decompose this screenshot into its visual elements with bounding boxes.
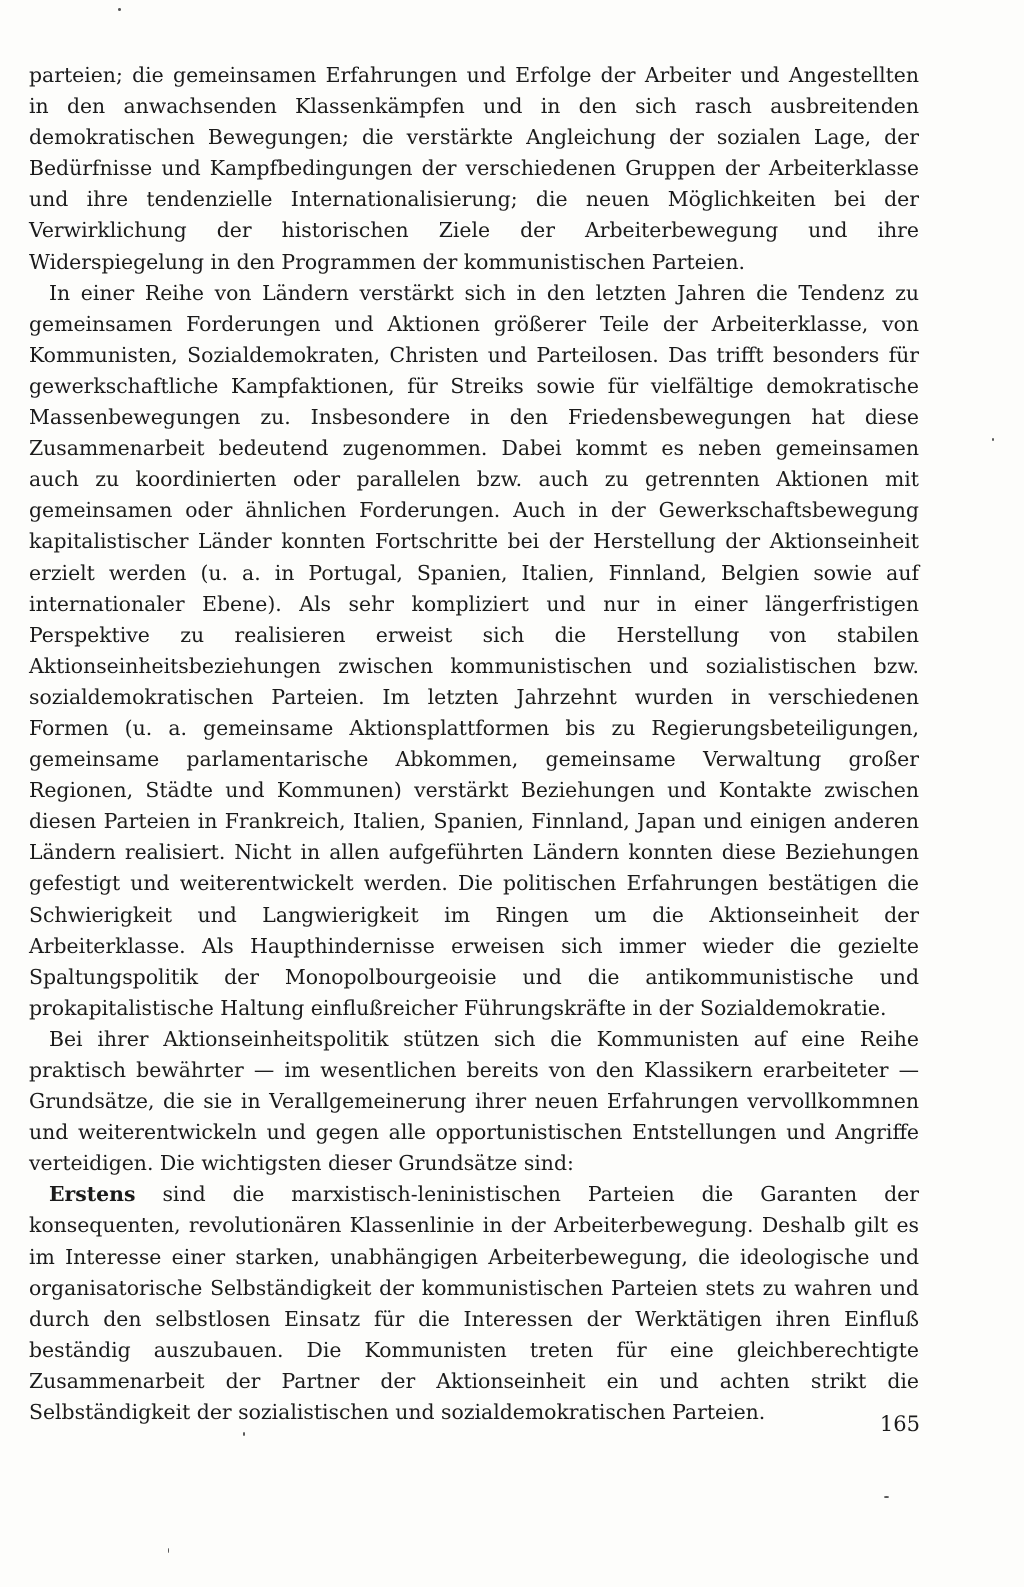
scan-speck xyxy=(168,1548,169,1553)
scan-speck xyxy=(992,438,994,441)
body-text xyxy=(29,60,919,1428)
scan-speck xyxy=(884,1496,889,1498)
paragraph-continuation xyxy=(29,60,919,278)
paragraph-text: parteien; die gemeinsamen Erfahrungen und Erfolge der Arbeiter und Angestellten in den anwachsenden Klassenkämpfen und in den sich rasch ausbreitenden demokratischen Bewegungen; die verstärkte Angleichung der sozialen Lage, der Bedürfnisse und Kampfbedingungen der verschiedenen Gruppen der Arbeiterklasse und ihre tendenzielle Internationalisierung; die neuen Möglichkeiten bei der Verwirklichung der historischen Ziele der Arbeiterbewegung und ihre Widerspiegelung in den Programmen der kommunistischen Parteien. xyxy=(29,63,919,274)
paragraph-grundsaetze-intro xyxy=(29,1024,919,1179)
paragraph-erstens xyxy=(29,1179,919,1428)
scan-speck xyxy=(118,8,121,11)
paragraph-lead-word: Erstens xyxy=(49,1182,136,1207)
paragraph-text: Bei ihrer Aktionseinheitspolitik stützen sich die Kommunisten auf eine Reihe praktisch bewährter — im wesentlichen bereits von den Klassikern erarbeiteter — Grundsätze, die sie in Verallgemeinerung ihrer neuen Erfahrungen vervollkommnen und weiterentwickeln und gegen alle opportunistischen Entstellungen und Angriffe verteidigen. Die wichtigsten dieser Grundsätze sind: xyxy=(29,1026,919,1176)
page-number: 165 xyxy=(879,1412,920,1436)
paragraph-text: sind die marxistisch-leninistischen Parteien die Garanten der konsequenten, revolutionären Klassenlinie in der Arbeiterbewegung. Deshalb gilt es im Interesse einer starken, unabhängigen Arbeiterbewegung, die ideologische und organisatorische Selbständigkeit der kommunistischen Parteien stets zu wahren und durch den selbstlosen Einsatz für die Interessen der Werktätigen ihren Einfluß beständig auszubauen. Die Kommunisten treten für eine gleichberechtigte Zusammenarbeit der Partner der Aktionseinheit ein und achten strikt die Selbständigkeit der sozialistischen und sozialdemokratischen Parteien. xyxy=(29,1182,919,1425)
scan-speck xyxy=(243,1432,245,1436)
paragraph-text: In einer Reihe von Ländern verstärkt sich in den letzten Jahren die Tendenz zu gemeinsamen Forderungen und Aktionen größerer Teile der Arbeiterklasse, von Kommunisten, Sozialdemokraten, Christen und Parteilosen. Das trifft besonders für gewerkschaftliche Kampfaktionen, für Streiks sowie für vielfältige demokratische Massenbewegungen zu. Insbesondere in den Friedensbewegungen hat diese Zusammenarbeit bedeutend zugenommen. Dabei kommt es neben gemeinsamen auch zu koordinierten oder parallelen bzw. auch zu getrennten Aktionen mit gemeinsamen oder ähnlichen Forderungen. Auch in der Gewerkschaftsbewegung kapitalistischer Länder konnten Fortschritte bei der Herstellung der Aktionseinheit erzielt werden (u. a. in Portugal, Spanien, Italien, Finnland, Belgien sowie auf internationaler Ebene). Als sehr kompliziert und nur in einer längerfristigen Perspektive zu realisieren erweist sich die Herstellung von stabilen Aktionseinheitsbeziehungen zwischen kommunistischen und sozialistischen bzw. sozialdemokratischen Parteien. Im letzten Jahrzehnt wurden in verschiedenen Formen (u. a. gemeinsame Aktionsplattformen bis zu Regierungsbeteiligungen, gemeinsame parlamentarische Abkommen, gemeinsame Verwaltung großer Regionen, Städte und Kommunen) verstärkt Beziehungen und Kontakte zwischen diesen Parteien in Frankreich, Italien, Spanien, Finnland, Japan und einigen anderen Ländern realisiert. Nicht in allen aufgeführten Ländern konnten diese Beziehungen gefestigt und weiterentwickelt werden. Die politischen Erfahrungen bestätigen die Schwierigkeit und Langwierigkeit im Ringen um die Aktionseinheit der Arbeiterklasse. Als Haupthindernisse erweisen sich immer wieder die gezielte Spaltungspolitik der Monopolbourgeoisie und die antikommunistische und prokapitalistische Haltung einflußreicher Führungskräfte in der Sozialdemokratie. xyxy=(29,280,919,1020)
paragraph-aktionseinheit-tendenz xyxy=(29,278,919,1024)
